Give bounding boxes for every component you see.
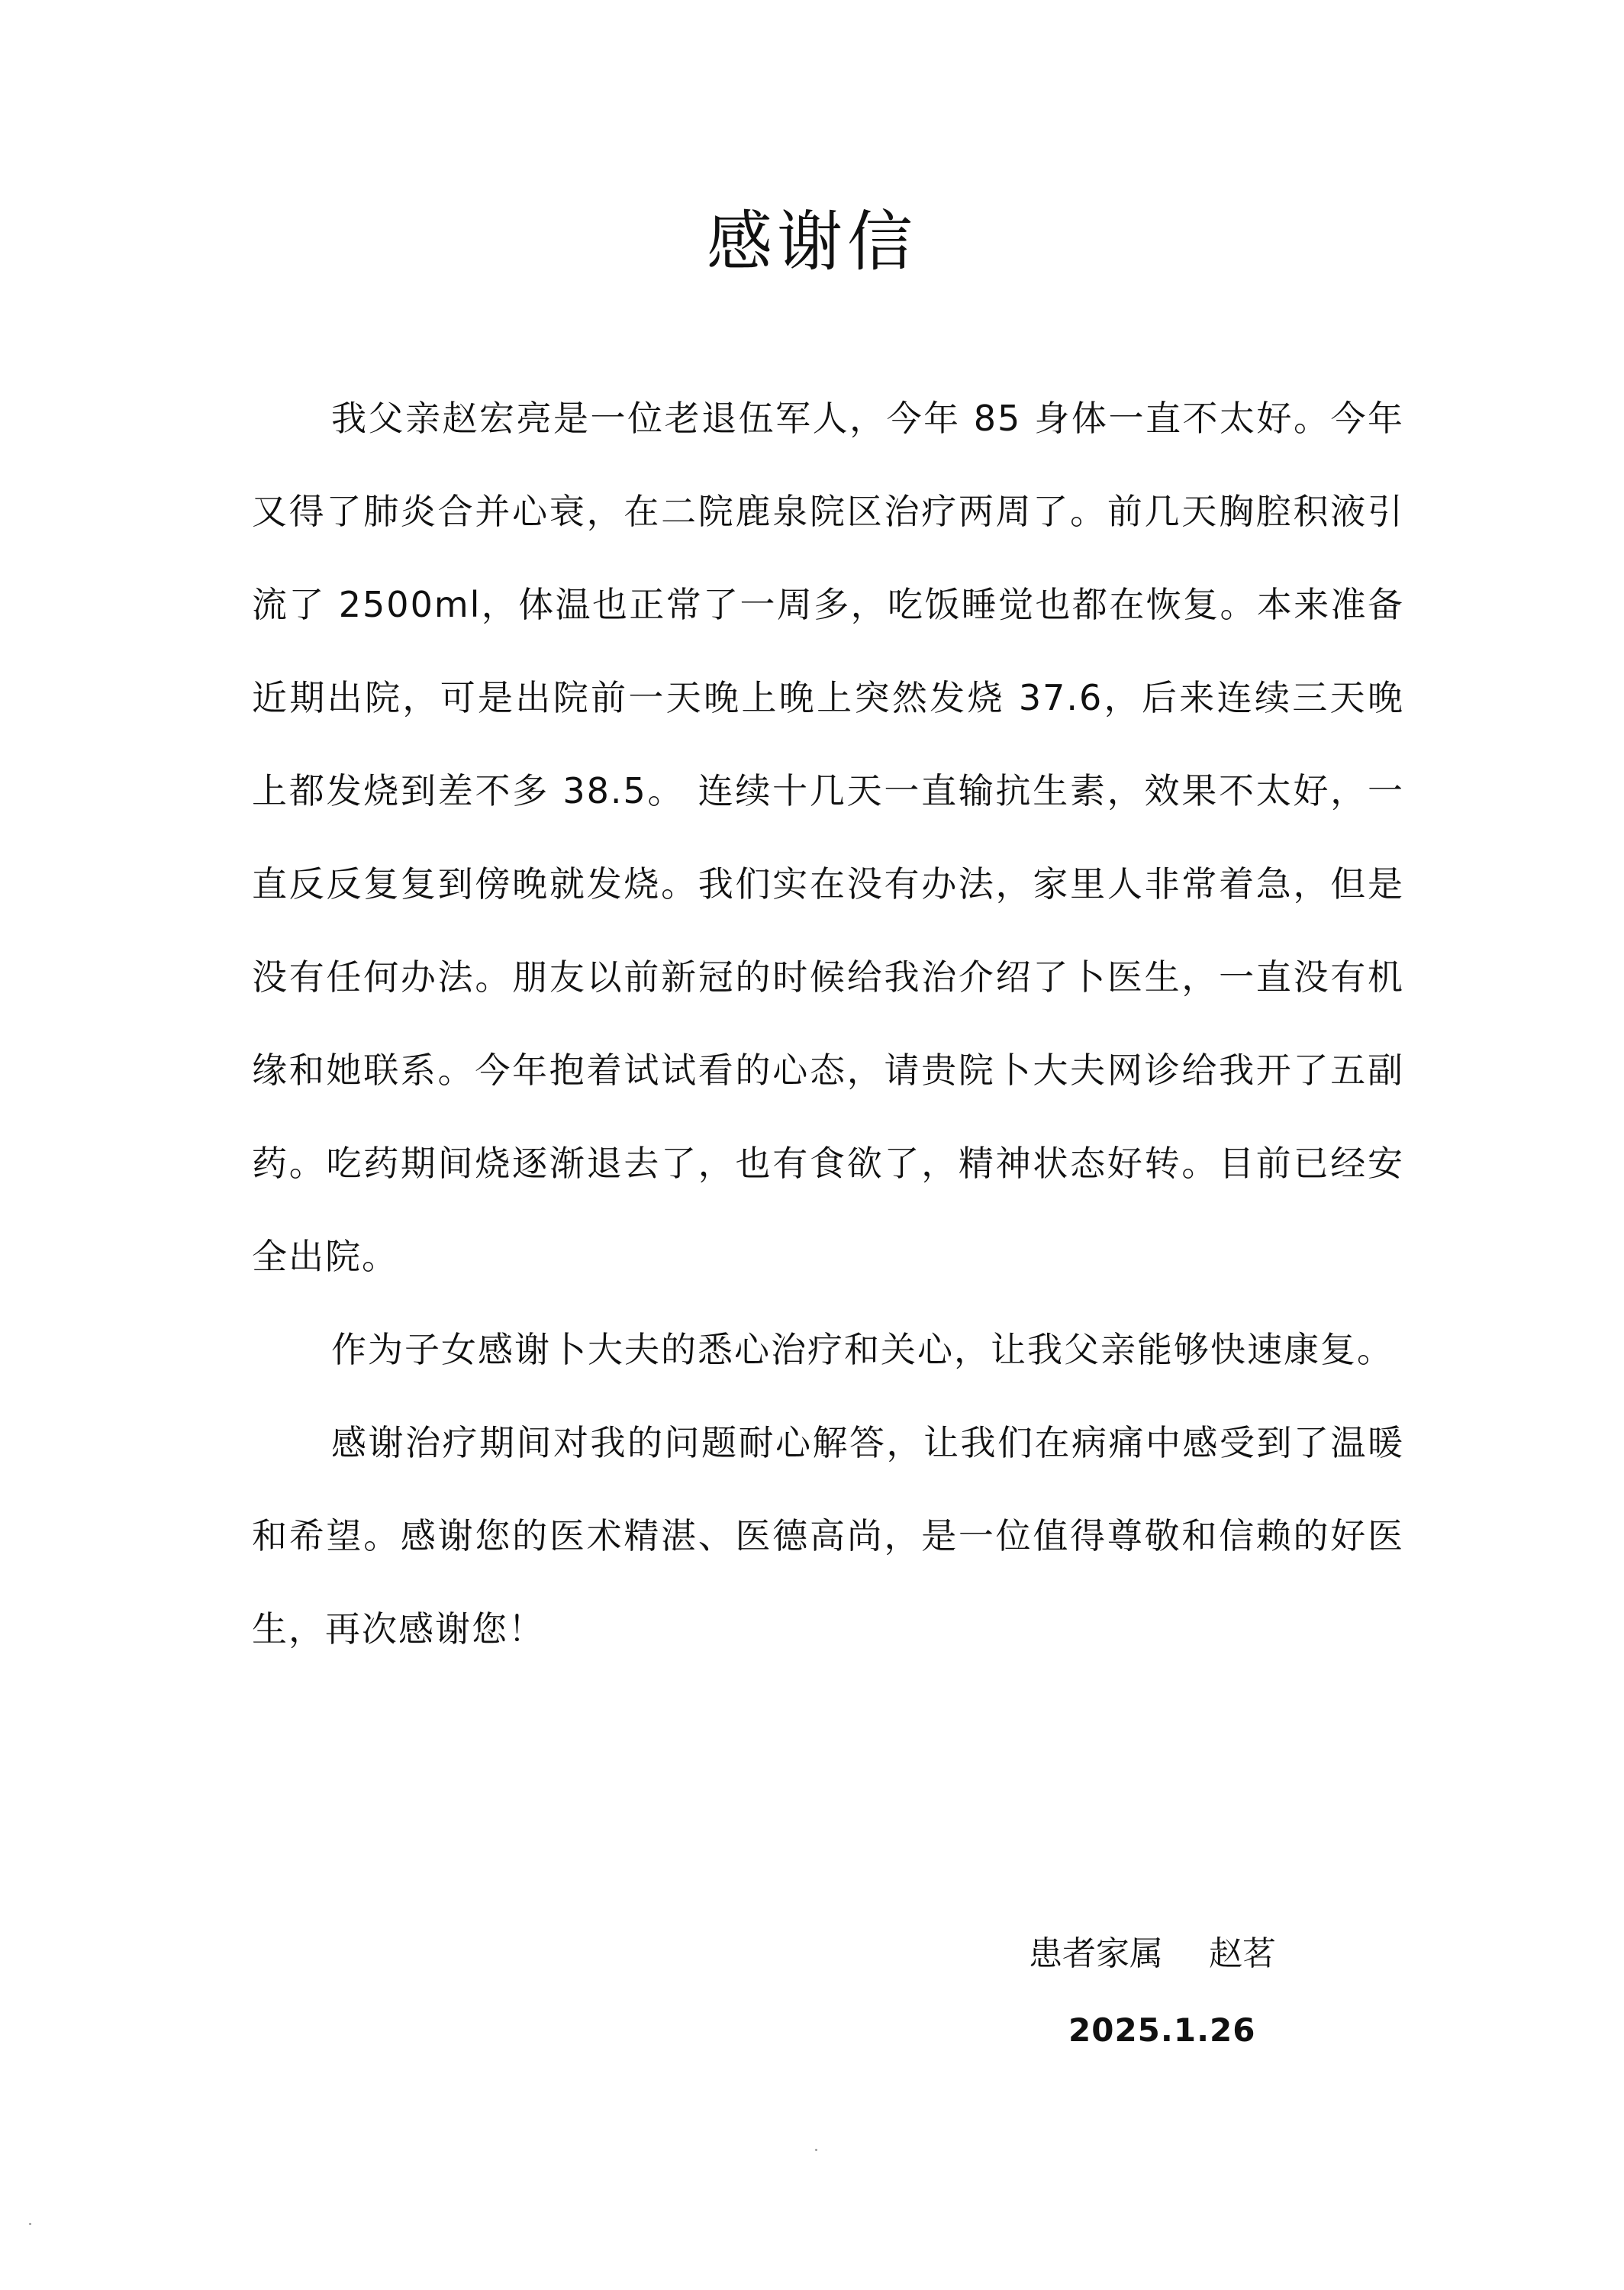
signature-name: 赵茗 — [1209, 1934, 1276, 1973]
letter-body — [252, 372, 1404, 1676]
paragraph-1: 我父亲赵宏亮是一位老退伍军人，今年 85 身体一直不太好。今年又得了肺炎合并心衰，在二院鹿泉院区治疗两周了。前几天胸腔积液引流了 2500ml，体温也正常了一周多，吃饭睡觉也都在恢复。本来准备近期出院，可是出院前一天晚上晚上突然发烧 37.6，后来连续三天晚上都发烧到差不多 38.5。 连续十几天一直输抗生素，效果不太好，一直反反复复到傍晚就发烧。我们实在没有办法，家里人非常着急，但是没有任何办法。朋友以前新冠的时候给我治介绍了卜医生，一直没有机缘和她联系。今年抱着试试看的心态，请贵院卜大夫网诊给我开了五副药。吃药期间烧逐渐退去了，也有食欲了，精神状态好转。目前已经安全出院。 — [252, 398, 1404, 1277]
letter-date: 2025.1.26 — [1068, 2011, 1256, 2049]
letter-title: 感谢信 — [707, 204, 917, 280]
paragraph-2: 作为子女感谢卜大夫的悉心治疗和关心，让我父亲能够快速康复。 — [331, 1329, 1394, 1370]
signature-line — [1029, 1931, 1426, 1977]
signature-relation: 患者家属 — [1029, 1934, 1163, 1973]
scan-speck — [815, 2149, 817, 2151]
paragraph-3: 感谢治疗期间对我的问题耐心解答，让我们在病痛中感受到了温暖和希望。感谢您的医术精湛、医德高尚，是一位值得尊敬和信赖的好医生，再次感谢您！ — [252, 1422, 1404, 1650]
scan-speck — [29, 2223, 31, 2225]
